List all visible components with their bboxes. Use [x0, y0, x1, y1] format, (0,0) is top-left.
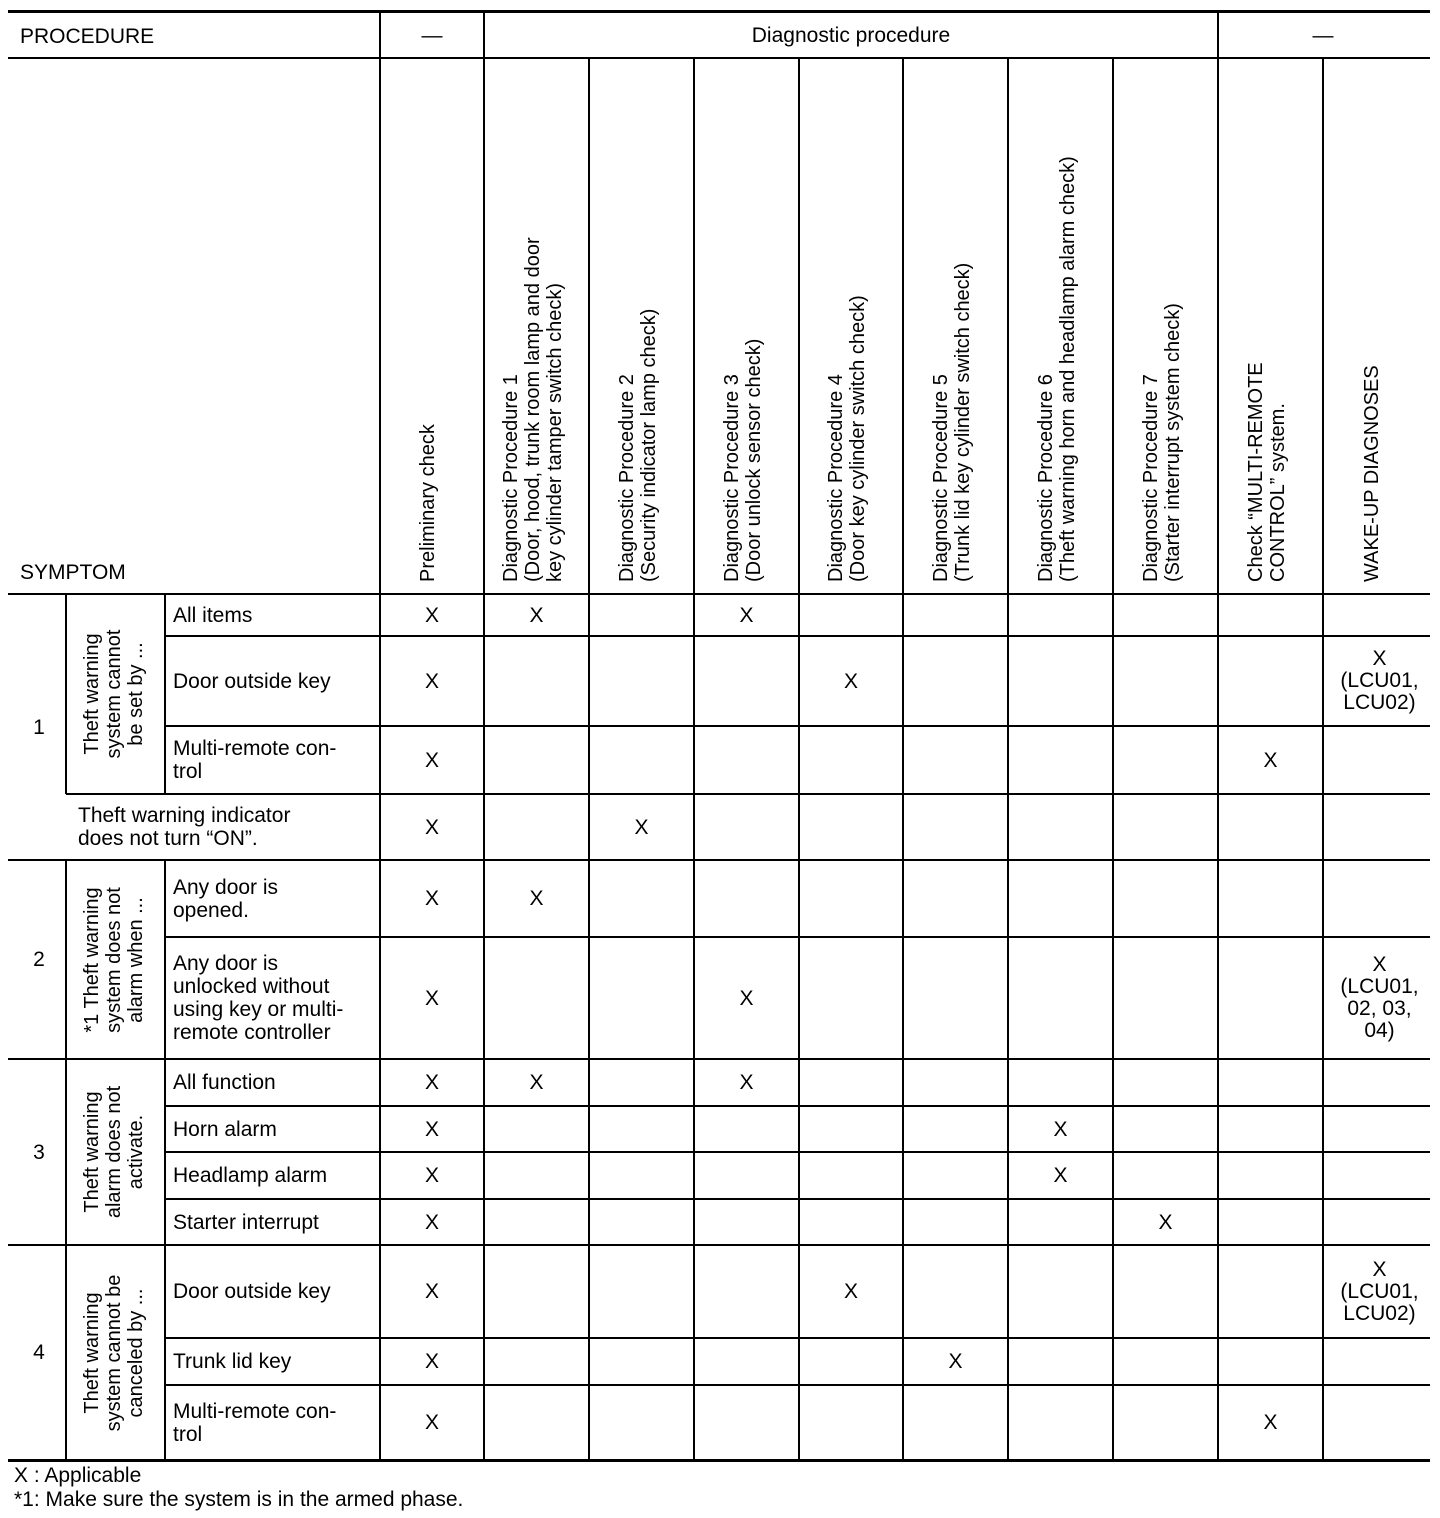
text-line: Preliminary check [417, 424, 439, 582]
text-line: (Theft warning horn and headlamp alarm check) [1056, 156, 1079, 582]
text-line: be set by ... [125, 642, 147, 746]
row-label-text [173, 1071, 276, 1094]
column-header-text [1035, 156, 1079, 582]
grid-vline [483, 11, 485, 1460]
text-line: X [1372, 953, 1387, 976]
grid-hline [66, 793, 1430, 795]
mark-applicable: X [843, 669, 858, 693]
column-header-6 [903, 58, 1008, 594]
text-line: Diagnostic Procedure 3 [720, 374, 743, 582]
group-number-3: 3 [33, 1140, 45, 1164]
row-label-text [173, 670, 331, 693]
text-line: activate. [125, 1114, 147, 1190]
mark-applicable: X [739, 1071, 754, 1094]
group-label-text [81, 887, 147, 1033]
row-label-text [173, 1211, 319, 1234]
group-label-2 [69, 864, 159, 1055]
mark-applicable: X [1053, 1117, 1068, 1141]
symptom-label: SYMPTOM [20, 561, 126, 584]
mark-applicable: X [739, 603, 754, 627]
text-line: 04) [1364, 1019, 1395, 1042]
group-label-1 [69, 598, 159, 790]
grid-vline [588, 58, 590, 1460]
text-line: Multi-remote con- [173, 1399, 337, 1423]
row-label-text [173, 1350, 291, 1373]
text-line: CONTROL” system. [1266, 403, 1289, 582]
column-header-7 [1008, 58, 1113, 594]
grid-vline [1322, 58, 1324, 1460]
column-header-text [825, 295, 869, 582]
group-label-3 [69, 1063, 159, 1241]
group-label-text [81, 1274, 147, 1431]
mark-applicable: X [529, 1071, 544, 1094]
wakeup-diagnosis [1323, 937, 1436, 1059]
mark-applicable: X [424, 1210, 439, 1234]
footnote-armed-phase: *1: Make sure the system is in the armed phase. [14, 1488, 464, 1511]
grid-vline [65, 860, 67, 1460]
mark-applicable: X [424, 1071, 439, 1094]
column-header-8 [1113, 58, 1218, 594]
mark-applicable: X [739, 986, 754, 1010]
grid-vline [164, 594, 166, 794]
row-label-text [173, 1118, 277, 1141]
text-line: X [1372, 1257, 1387, 1281]
column-header-1 [380, 58, 484, 594]
group-number-2: 2 [33, 948, 45, 971]
text-line: Diagnostic Procedure 2 [615, 374, 638, 582]
column-header-5 [799, 58, 903, 594]
text-line: LCU02) [1343, 1301, 1416, 1325]
group-label-text [81, 630, 147, 759]
mark-applicable: X [1053, 1164, 1068, 1187]
text-line: WAKE-UP DIAGNOSES [1360, 365, 1383, 582]
text-line: Door outside key [173, 1280, 331, 1303]
column-header-text [417, 424, 439, 582]
mark-applicable: X [424, 1411, 439, 1434]
dash-left-header: — [421, 23, 443, 47]
text-line: *1 Theft warning [81, 886, 103, 1033]
text-line: Diagnostic Procedure 5 [929, 374, 952, 582]
text-line: alarm does not [103, 1085, 125, 1219]
column-header-text [1245, 362, 1289, 582]
text-line: (Trunk lid key cylinder switch check) [951, 262, 974, 582]
grid-vline [1007, 58, 1009, 1460]
text-line: LCU02) [1343, 691, 1416, 714]
row-label-text [78, 804, 290, 850]
row-label [173, 594, 378, 636]
text-line: Starter interrupt [173, 1210, 319, 1234]
column-header-2 [484, 58, 589, 594]
group-label-text [81, 1086, 147, 1218]
mark-applicable: X [948, 1350, 963, 1373]
grid-vline [902, 58, 904, 1460]
column-header-3 [589, 58, 694, 594]
mark-applicable: X [424, 1280, 439, 1303]
text-line: system does not [103, 886, 125, 1033]
text-line: Any door is [173, 952, 279, 975]
row-label [173, 1245, 378, 1338]
text-line: 02, 03, [1347, 997, 1412, 1020]
text-line: Headlamp alarm [173, 1164, 328, 1187]
mark-applicable: X [424, 986, 439, 1010]
text-line: Diagnostic Procedure 6 [1034, 374, 1057, 582]
text-line: Multi-remote con- [173, 737, 337, 760]
text-line: Horn alarm [173, 1117, 277, 1141]
text-line: (Door key cylinder switch check) [847, 295, 869, 582]
row-label [173, 1338, 378, 1385]
mark-applicable: X [1263, 748, 1278, 772]
text-line: Diagnostic Procedure 1 [499, 374, 522, 582]
mark-applicable: X [424, 1350, 439, 1373]
text-line: X [1372, 647, 1387, 670]
mark-applicable: X [634, 815, 649, 839]
text-line: (Door, hood, trunk room lamp and door [521, 237, 544, 582]
text-line: (Door unlock sensor check) [742, 338, 765, 582]
row-label-text [173, 1400, 336, 1446]
text-line: system cannot [103, 629, 125, 759]
text-line: trol [173, 1422, 203, 1446]
grid-vline [1112, 58, 1114, 1460]
text-line: Diagnostic Procedure 7 [1139, 374, 1162, 582]
mark-applicable: X [424, 1164, 439, 1187]
row-label [173, 726, 378, 794]
row-label [173, 1199, 378, 1245]
text-line: Trunk lid key [173, 1350, 292, 1373]
row-label [173, 860, 378, 937]
row-label [173, 1059, 378, 1106]
text-line: All items [173, 603, 253, 627]
grid-vline [379, 11, 381, 1460]
text-line: Door outside key [173, 669, 331, 693]
text-line: (LCU01, [1340, 975, 1419, 998]
mark-applicable: X [1263, 1411, 1278, 1434]
row-label-text [173, 1280, 331, 1303]
mark-applicable: X [843, 1280, 858, 1303]
group-number-4: 4 [33, 1341, 45, 1364]
text-line: All function [173, 1071, 276, 1094]
row-label [173, 1106, 378, 1152]
text-line: unlocked without [173, 975, 330, 998]
column-header-10 [1323, 58, 1428, 594]
text-line: does not turn “ON”. [78, 827, 258, 850]
text-line: opened. [173, 898, 249, 922]
text-line: alarm when ... [125, 896, 147, 1023]
text-line: (Security indicator lamp check) [637, 308, 660, 582]
mark-applicable: X [424, 815, 439, 839]
grid-vline [693, 58, 695, 1460]
wakeup-diagnosis [1323, 636, 1436, 726]
mark-applicable: X [424, 887, 439, 910]
wakeup-diagnosis [1323, 1245, 1436, 1338]
row-label [78, 794, 378, 860]
wakeup-diagnosis-text [1340, 954, 1418, 1042]
column-header-9 [1218, 58, 1323, 594]
mark-applicable: X [424, 1117, 439, 1141]
footnote-applicable: X : Applicable [14, 1464, 142, 1487]
mark-applicable: X [424, 669, 439, 693]
text-line: (LCU01, [1340, 1279, 1419, 1303]
mark-applicable: X [529, 603, 544, 627]
text-line: Diagnostic Procedure 4 [825, 374, 847, 582]
row-label-text [173, 952, 343, 1044]
text-line: key cylinder tamper switch check) [543, 283, 566, 582]
mark-applicable: X [1158, 1210, 1173, 1234]
column-header-4 [694, 58, 799, 594]
diagnostic-procedure-header: Diagnostic procedure [751, 23, 951, 47]
column-header-text [930, 263, 974, 582]
column-header-text [500, 237, 566, 582]
wakeup-diagnosis-text [1340, 648, 1418, 714]
row-label [173, 1152, 378, 1199]
row-label [173, 636, 378, 726]
grid-vline [164, 860, 166, 1460]
text-line: Theft warning [81, 1291, 103, 1414]
text-line: (LCU01, [1340, 669, 1419, 692]
dash-right-header: — [1312, 23, 1334, 47]
group-number-1: 1 [33, 715, 45, 739]
row-label-text [173, 737, 336, 783]
mark-applicable: X [424, 603, 439, 627]
procedure-label: PROCEDURE [20, 25, 155, 48]
text-line: Theft warning indicator [78, 804, 291, 827]
row-label [173, 937, 378, 1059]
row-label-text [173, 604, 252, 627]
group-label-4 [69, 1249, 159, 1456]
grid-vline [798, 58, 800, 1460]
wakeup-diagnosis-text [1340, 1259, 1418, 1325]
row-label-text [173, 1164, 327, 1187]
text-line: remote controller [173, 1021, 331, 1044]
row-label-text [173, 876, 278, 922]
text-line: canceled by ... [125, 1288, 147, 1417]
text-line: Any door is [173, 875, 279, 899]
mark-applicable: X [529, 887, 544, 910]
text-line: Check “MULTI-REMOTE [1244, 362, 1267, 582]
grid-vline [65, 594, 67, 794]
text-line: (Starter interrupt system check) [1161, 303, 1184, 582]
row-label [173, 1385, 378, 1460]
text-line: using key or multi- [173, 998, 344, 1021]
grid-vline [1217, 11, 1219, 1460]
column-header-text [616, 309, 660, 582]
column-header-text [1140, 303, 1184, 582]
text-line: Theft warning [81, 633, 103, 755]
text-line: Theft warning [81, 1091, 103, 1213]
mark-applicable: X [424, 748, 439, 772]
column-header-text [1361, 365, 1383, 582]
text-line: trol [173, 760, 203, 783]
column-header-text [721, 339, 765, 582]
text-line: system cannot be [103, 1274, 125, 1431]
